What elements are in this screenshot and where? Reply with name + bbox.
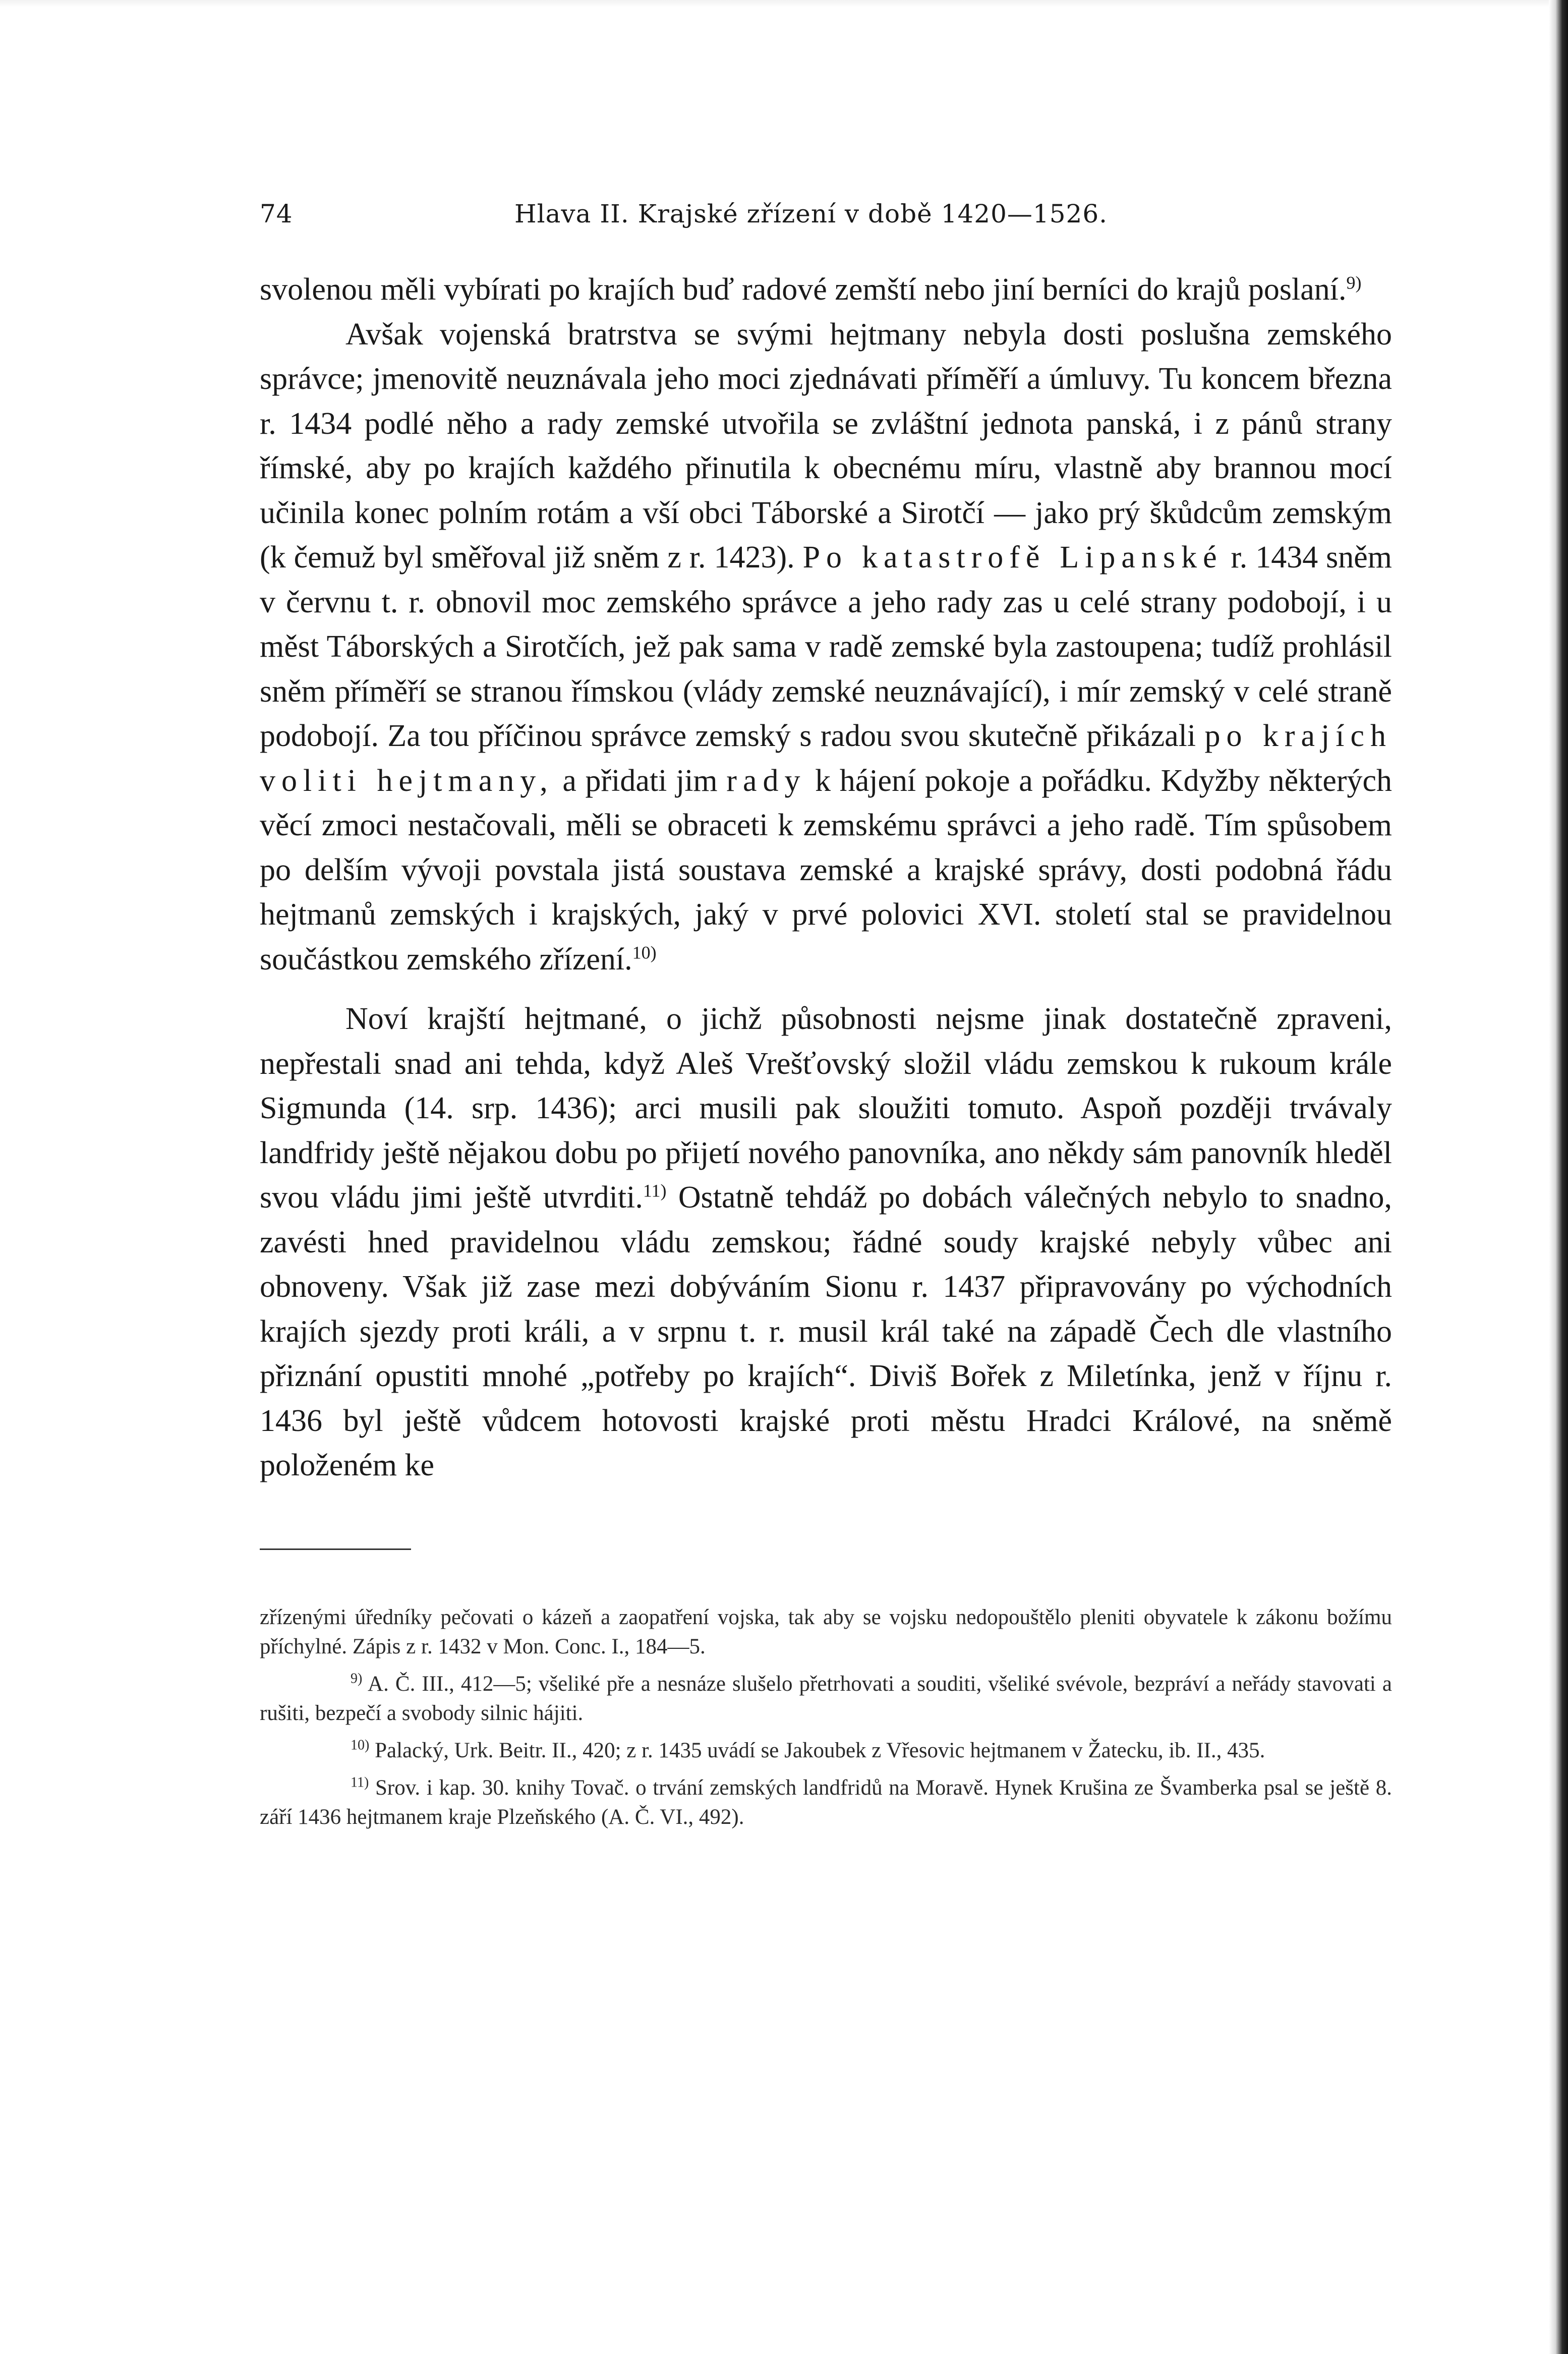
footnote-9-mark: 9) bbox=[351, 1671, 363, 1687]
running-title: Hlava II. Krajské zřízení v době 1420—1526. bbox=[514, 199, 1108, 228]
footnote-9-text: A. Č. III., 412—5; všeliké pře a nesnáze slušelo přetrhovati a souditi, všeliké svévole, bezpráví a neřády stavovati a rušiti, bezpečí a svobody silnic hájiti. bbox=[260, 1672, 1392, 1725]
footnote-rule bbox=[260, 1548, 411, 1550]
body-text bbox=[260, 267, 1392, 1488]
footnote-10-mark: 10) bbox=[351, 1737, 370, 1753]
paragraph-2-spaced-2: po krajích voliti hejtmany, bbox=[260, 719, 1392, 798]
paragraph-3 bbox=[260, 997, 1392, 1488]
footnote-ref-9: 9) bbox=[1346, 272, 1362, 293]
paragraph-2-text-c: a přidati jim bbox=[562, 763, 718, 798]
running-head bbox=[260, 199, 1392, 235]
footnote-continuation: zřízenými úředníky pečovati o kázeň a zaopatření vojska, tak aby se vojsku nedopouštělo pleniti obyvatele k zákonu božímu příchylné. Zápis z r. 1432 v Mon. Conc. I., 184—5. bbox=[260, 1605, 1392, 1658]
page-number: 74 bbox=[260, 199, 293, 228]
footnote-10 bbox=[260, 1736, 1392, 1765]
paragraph-2-text-b: r. 1434 sněm v červnu t. r. obnovil moc zemského správce a jeho rady zas u celé strany podobojí, i u měst Táborských a Sirotčích, jež pak sama v radě zemské byla zastoupena; tudíž prohlásil sněm příměří se stranou římskou (vlády zemské neuznávající), i mír zemský v celé straně podobojí. Za tou příčinou správce zemský s radou svou skutečně přikázali bbox=[260, 540, 1392, 753]
footnote-11-mark: 11) bbox=[351, 1774, 369, 1791]
paragraph-2-text-d: k hájení pokoje a pořádku. Kdyžby některých věcí zmoci nestačovali, měli se obraceti k zemskému správci a jeho radě. Tím spůsobem po delším vývoji povstala jistá soustava zemské a krajské správy, dosti podobná řádu hejtmanů zemských i krajských, jaký v prvé polovici XVI. století stal se pravidelnou součástkou zemského zřízení. bbox=[260, 763, 1392, 977]
footnote-ref-11: 11) bbox=[643, 1180, 667, 1201]
scan-edge-right bbox=[1549, 0, 1568, 2354]
paragraph-2-spaced-3: rady bbox=[726, 763, 806, 798]
footnote-ref-10: 10) bbox=[632, 942, 657, 962]
paragraph-2 bbox=[260, 312, 1392, 982]
book-page bbox=[260, 199, 1392, 1840]
paragraph-1 bbox=[260, 267, 1392, 312]
paragraph-2-text-a: Avšak vojenská bratrstva se svými hejtmany nebyla dosti poslušna zemského správce; jmenovitě neuznávala jeho moci zjednávati příměří a úmluvy. Tu koncem března r. 1434 podlé něho a rady zemské utvořila se zvláštní jednota panská, i z pánů strany římské, aby po krajích každého přinutila k obecnému míru, vlastně aby brannou mocí učinila konec polním rotám a vší obci Táborské a Sirotčí — jako prý škůdcům zemským (k čemuž byl směřoval již sněm z r. 1423). bbox=[260, 317, 1392, 575]
paragraph-2-spaced-1: Po katastrofě Lipanské bbox=[802, 540, 1223, 575]
scan-edge-top bbox=[0, 0, 1568, 7]
footnote-11 bbox=[260, 1773, 1392, 1832]
footnote-10-text: Palacký, Urk. Beitr. II., 420; z r. 1435 uvádí se Jakoubek z Vřesovic hejtmanem v Žatecku, ib. II., 435. bbox=[375, 1738, 1265, 1762]
footnote-11-text: Srov. i kap. 30. knihy Tovač. o trvání zemských landfridů na Moravě. Hynek Krušina ze Švamberka psal se ještě 8. září 1436 hejtmanem kraje Plzeňského (A. Č. VI., 492). bbox=[260, 1775, 1392, 1829]
footnote-9 bbox=[260, 1670, 1392, 1728]
paragraph-3-text-b: Ostatně tehdáž po dobách válečných nebylo to snadno, zavésti hned pravidelnou vládu zemskou; řádné soudy krajské nebyly vůbec ani obnoveny. Však již zase mezi dobýváním Sionu r. 1437 připravovány po východních krajích sjezdy proti králi, a v srpnu t. r. musil král také na západě Čech dle vlastního přiznání opustiti mnohé „potřeby po krajích“. Diviš Bořek z Miletínka, jenž v říjnu r. 1436 byl ještě vůdcem hotovosti krajské proti městu Hradci Králové, na sněmě položeném ke bbox=[260, 1180, 1392, 1482]
footnotes bbox=[260, 1603, 1392, 1832]
paragraph-1-text: svolenou měli vybírati po krajích buď radové zemští nebo jiní berníci do krajů poslaní. bbox=[260, 272, 1347, 307]
paragraph-3-text-a: Noví krajští hejtmané, o jichž působnosti nejsme jinak dostatečně zpraveni, nepřestali snad ani tehda, když Aleš Vrešťovský složil vládu zemskou k rukoum krále Sigmunda (14. srp. 1436); arci musili pak sloužiti tomuto. Aspoň později trvávaly landfridy ještě nějakou dobu po přijetí nového panovníka, ano někdy sám panovník hleděl svou vládu jimi ještě utvrditi. bbox=[260, 1002, 1392, 1215]
